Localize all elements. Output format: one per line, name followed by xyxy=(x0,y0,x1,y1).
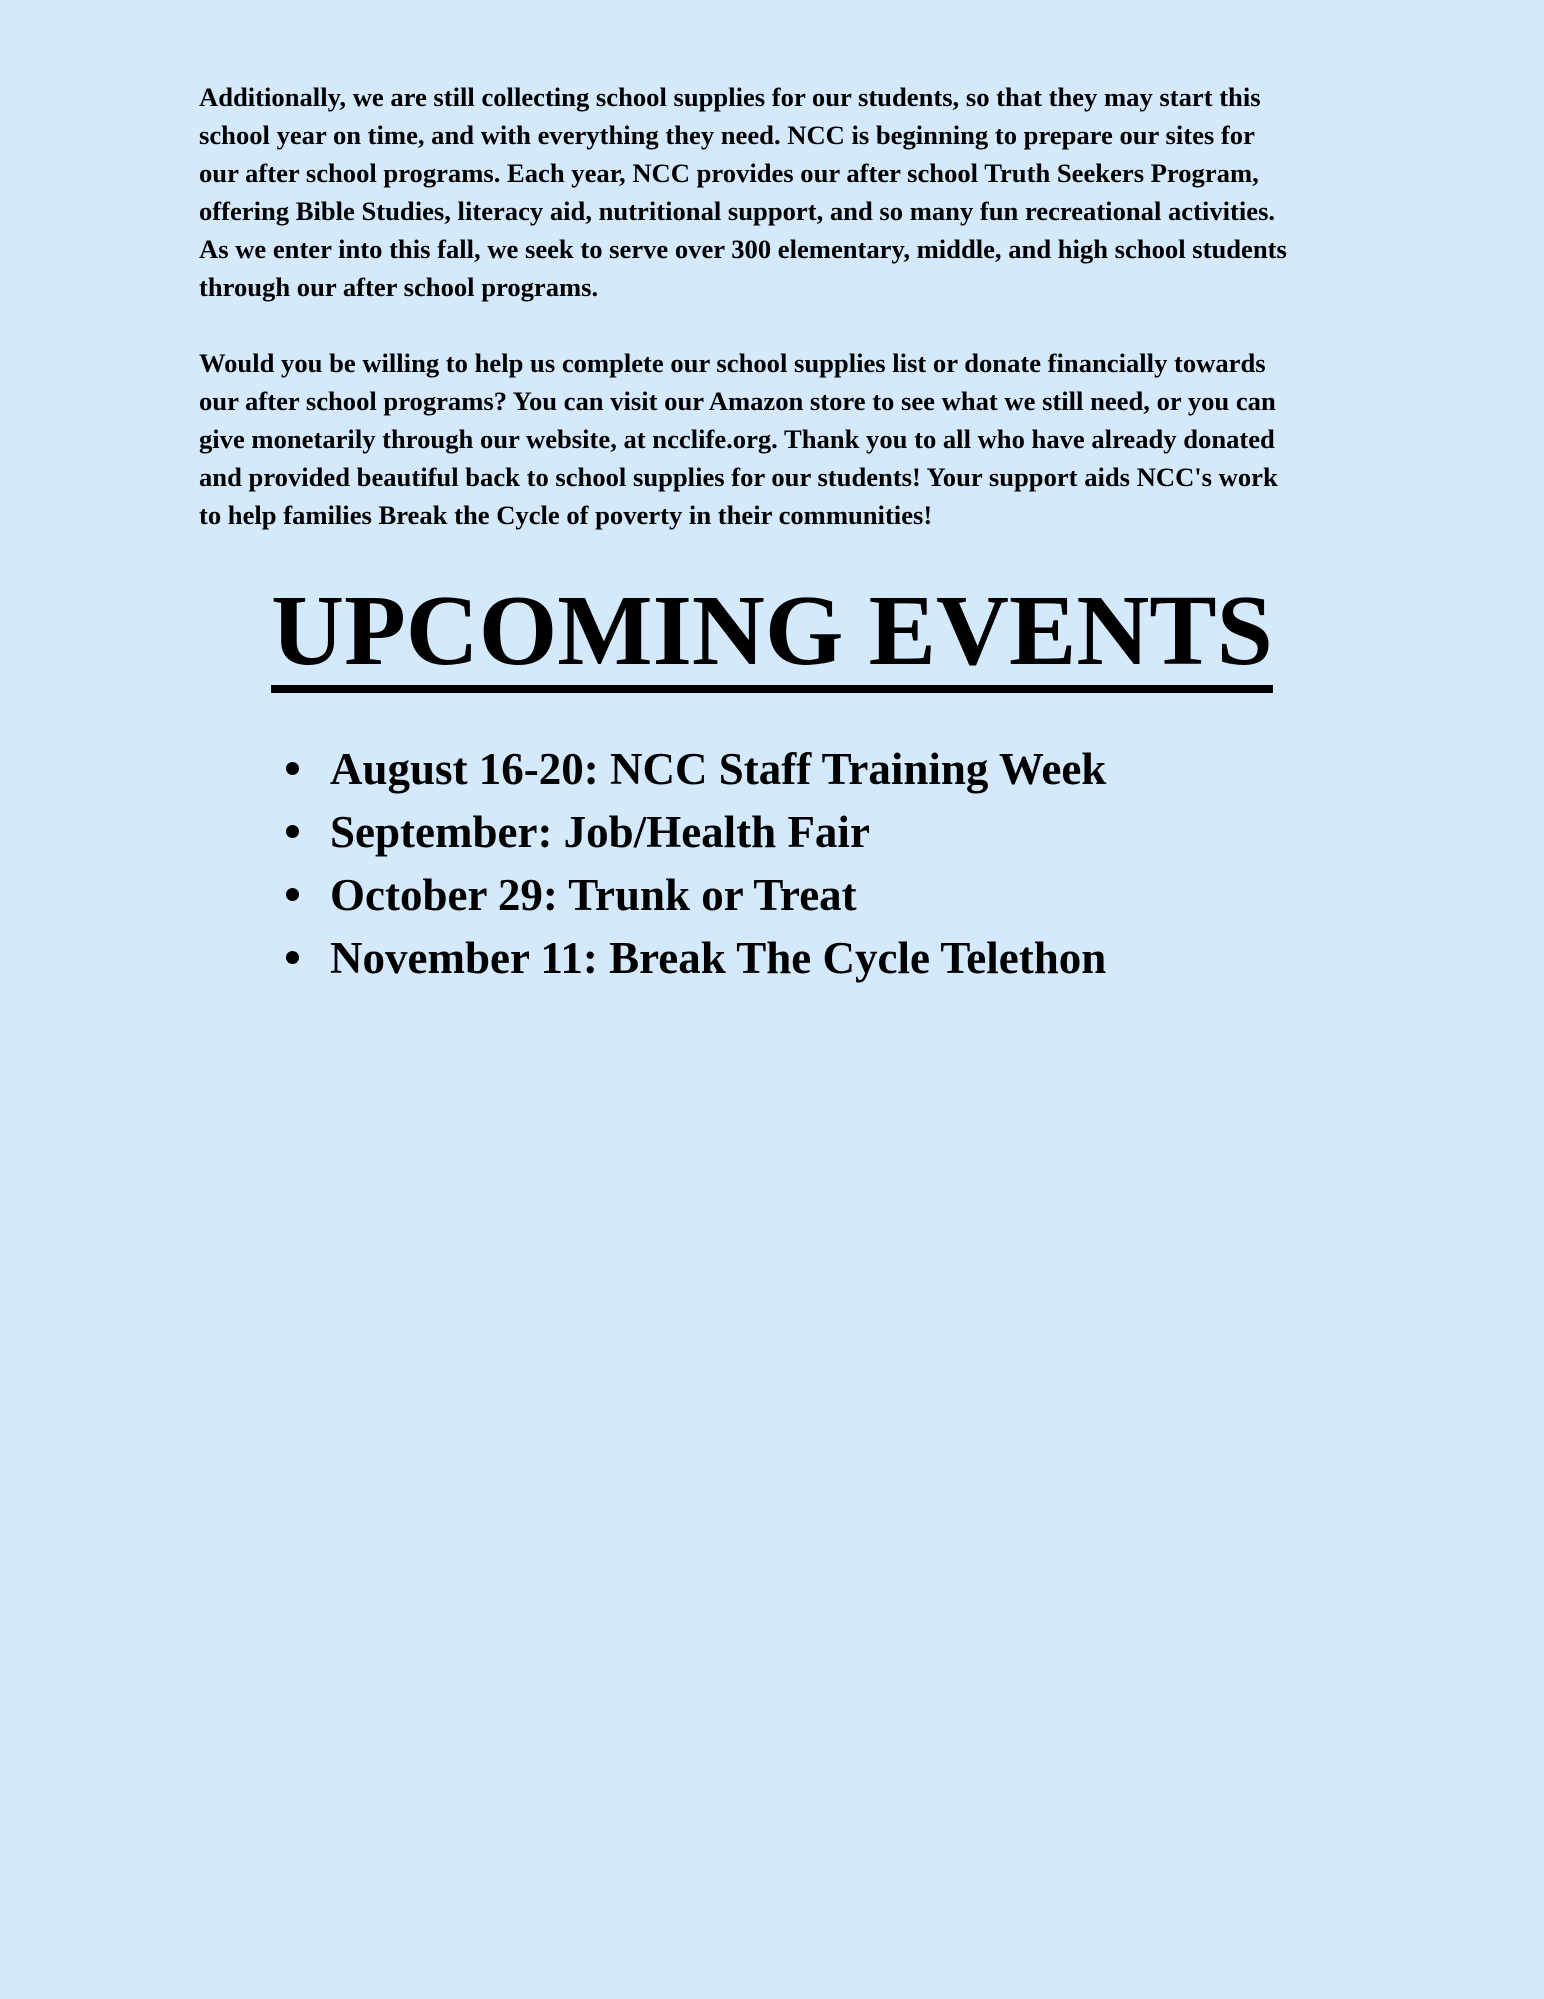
bullet-icon xyxy=(286,825,299,838)
bullet-icon xyxy=(286,888,299,901)
event-label: October 29: Trunk or Treat xyxy=(330,870,857,920)
paragraph-line: school year on time, and with everything they need. NCC is beginning to prepare our sites for xyxy=(199,120,1255,150)
paragraph-school-supplies xyxy=(199,78,1349,306)
event-label: August 16-20: NCC Staff Training Week xyxy=(330,744,1107,794)
upcoming-events-heading xyxy=(0,575,1544,693)
paragraph-donation-request xyxy=(199,344,1349,534)
paragraph-line: Would you be willing to help us complete our school supplies list or donate financially towards xyxy=(199,348,1266,378)
paragraph-line: As we enter into this fall, we seek to serve over 300 elementary, middle, and high school students xyxy=(199,234,1287,264)
events-list xyxy=(280,738,1106,990)
paragraph-line: to help families Break the Cycle of poverty in their communities! xyxy=(199,500,933,530)
event-label: November 11: Break The Cycle Telethon xyxy=(330,933,1107,983)
list-item xyxy=(280,801,1106,864)
list-item xyxy=(280,738,1106,801)
list-item xyxy=(280,864,1106,927)
paragraph-line: our after school programs? You can visit our Amazon store to see what we still need, or you can xyxy=(199,386,1276,416)
paragraph-line: offering Bible Studies, literacy aid, nutritional support, and so many fun recreational activities. xyxy=(199,196,1276,226)
bullet-icon xyxy=(286,951,299,964)
list-item xyxy=(280,927,1106,990)
paragraph-line: give monetarily through our website, at ncclife.org. Thank you to all who have already donated xyxy=(199,424,1275,454)
bullet-icon xyxy=(286,762,299,775)
paragraph-line: through our after school programs. xyxy=(199,272,599,302)
event-label: September: Job/Health Fair xyxy=(330,807,870,857)
body-text xyxy=(199,78,1349,534)
paragraph-line: Additionally, we are still collecting school supplies for our students, so that they may start this xyxy=(199,82,1261,112)
paragraph-line: and provided beautiful back to school supplies for our students! Your support aids NCC's work xyxy=(199,462,1278,492)
upcoming-events-heading-text: UPCOMING EVENTS xyxy=(271,575,1273,693)
paragraph-line: our after school programs. Each year, NCC provides our after school Truth Seekers Program, xyxy=(199,158,1259,188)
